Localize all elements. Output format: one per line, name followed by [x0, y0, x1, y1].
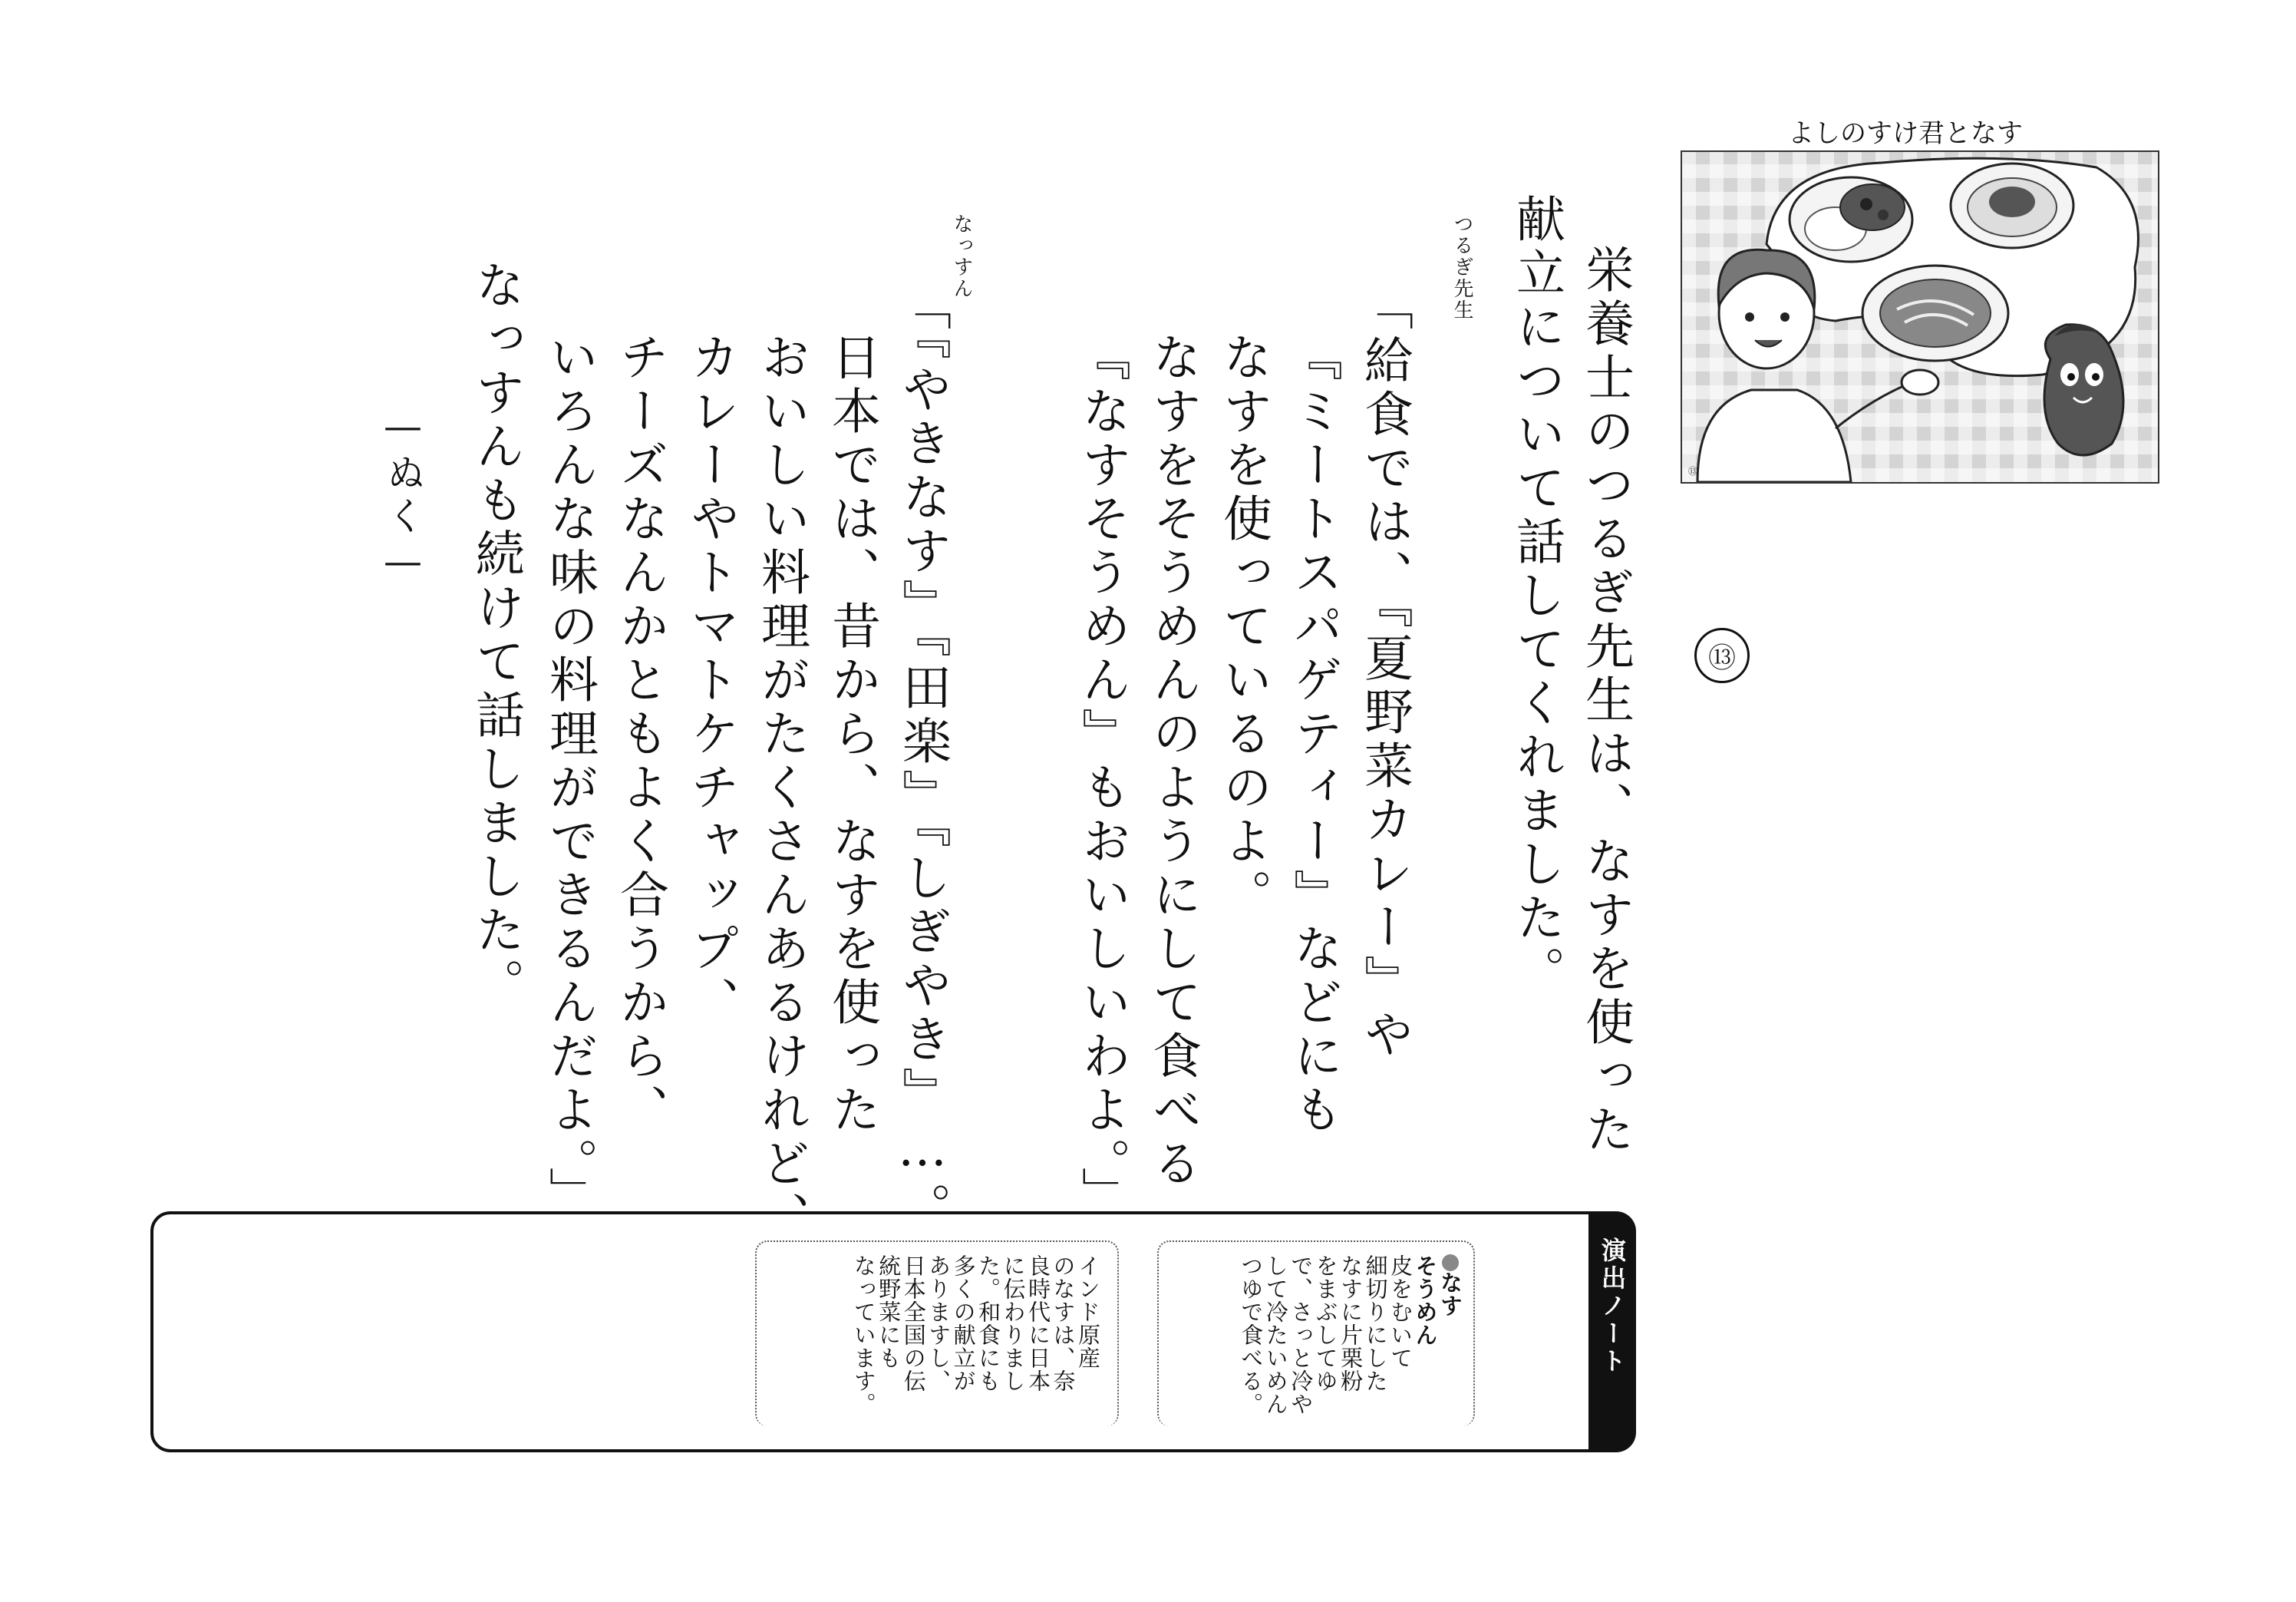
note1-line-7: つゆで食べる。 [1238, 1254, 1265, 1415]
story-line-2: 献立について話してくれました。 [1508, 193, 1565, 999]
note1-line-5: で、さっと冷や [1288, 1254, 1315, 1415]
note1-line-1: 皮をむいて [1387, 1254, 1414, 1369]
story-line-13: いろんな味の料理ができるんだよ。」 [541, 332, 598, 1220]
story-line-3: 「給食では、『夏野菜カレー』や [1356, 281, 1413, 1062]
bullet-icon [1442, 1254, 1459, 1271]
illustration-caption: よしのすけ君となす [1788, 118, 2023, 149]
note2-line-8: 日本全国の伝 [900, 1254, 927, 1392]
note-nasu-somen [1239, 1254, 1463, 1415]
story-line-14: なっすんも続けて話しました。 [467, 259, 524, 1012]
cook-presenting-dishes-illustration [1681, 150, 2159, 484]
illustration-number-label: ⑬ [1688, 466, 1698, 477]
story-line-7: 『なすそうめん』もおいしいわよ。」 [1074, 332, 1130, 1220]
story-line-6: なすをそうめんのようにして食べる [1144, 332, 1201, 1191]
story-line-1: 栄養士のつるぎ先生は、なすを使った [1577, 244, 1634, 1158]
note1-line-2: 細切りにした [1362, 1254, 1389, 1392]
note1-line-6: して冷たいめん [1262, 1254, 1289, 1415]
note2-line-1: インド原産 [1075, 1254, 1101, 1369]
note-somen-title: そうめん [1412, 1254, 1439, 1346]
note2-line-7: ありますし、 [925, 1254, 952, 1392]
note2-line-3: 良時代に日本 [1025, 1254, 1052, 1392]
story-line-10: おいしい料理がたくさんあるけれど、 [753, 332, 810, 1245]
note-nasu-title: なす [1437, 1271, 1463, 1317]
author-signature: —ぬく— [381, 404, 425, 588]
story-line-8: 「『やきなす』『田楽』『しぎやき』…。 [894, 281, 951, 1236]
story-line-5: なすを使っているのよ。 [1215, 332, 1272, 923]
production-notes-tab [1588, 1211, 1636, 1452]
production-notes-title: 演出ノート [1598, 1237, 1627, 1376]
speaker-label-tsurugi: つるぎ先生 [1450, 213, 1473, 321]
note2-line-4: に伝わりまし [1000, 1254, 1027, 1392]
note1-line-4: をまぶしてゆ [1312, 1254, 1339, 1392]
story-line-12: チーズなんかともよく合うから、 [612, 332, 668, 1138]
note2-line-2: のなすは、奈 [1050, 1254, 1077, 1392]
story-line-11: カレーやトマトケチャップ、 [682, 332, 739, 1030]
page-number: ⑬ [1694, 628, 1750, 683]
note2-line-5: た。和食にも [975, 1254, 1002, 1392]
story-line-4: 『ミートスパゲティー』などにも [1285, 332, 1342, 1138]
note-eggplant-history [851, 1254, 1100, 1415]
note1-line-3: なすに片栗粉 [1338, 1254, 1364, 1392]
illustration-drawing [1682, 152, 2158, 482]
note2-line-6: 多くの献立が [950, 1254, 977, 1392]
story-line-9: 日本では、昔から、なすを使った [823, 332, 880, 1138]
note2-line-10: なっています。 [850, 1254, 877, 1415]
note2-line-9: 統野菜にも [876, 1254, 902, 1369]
speaker-label-nassun: なっすん [950, 213, 973, 299]
